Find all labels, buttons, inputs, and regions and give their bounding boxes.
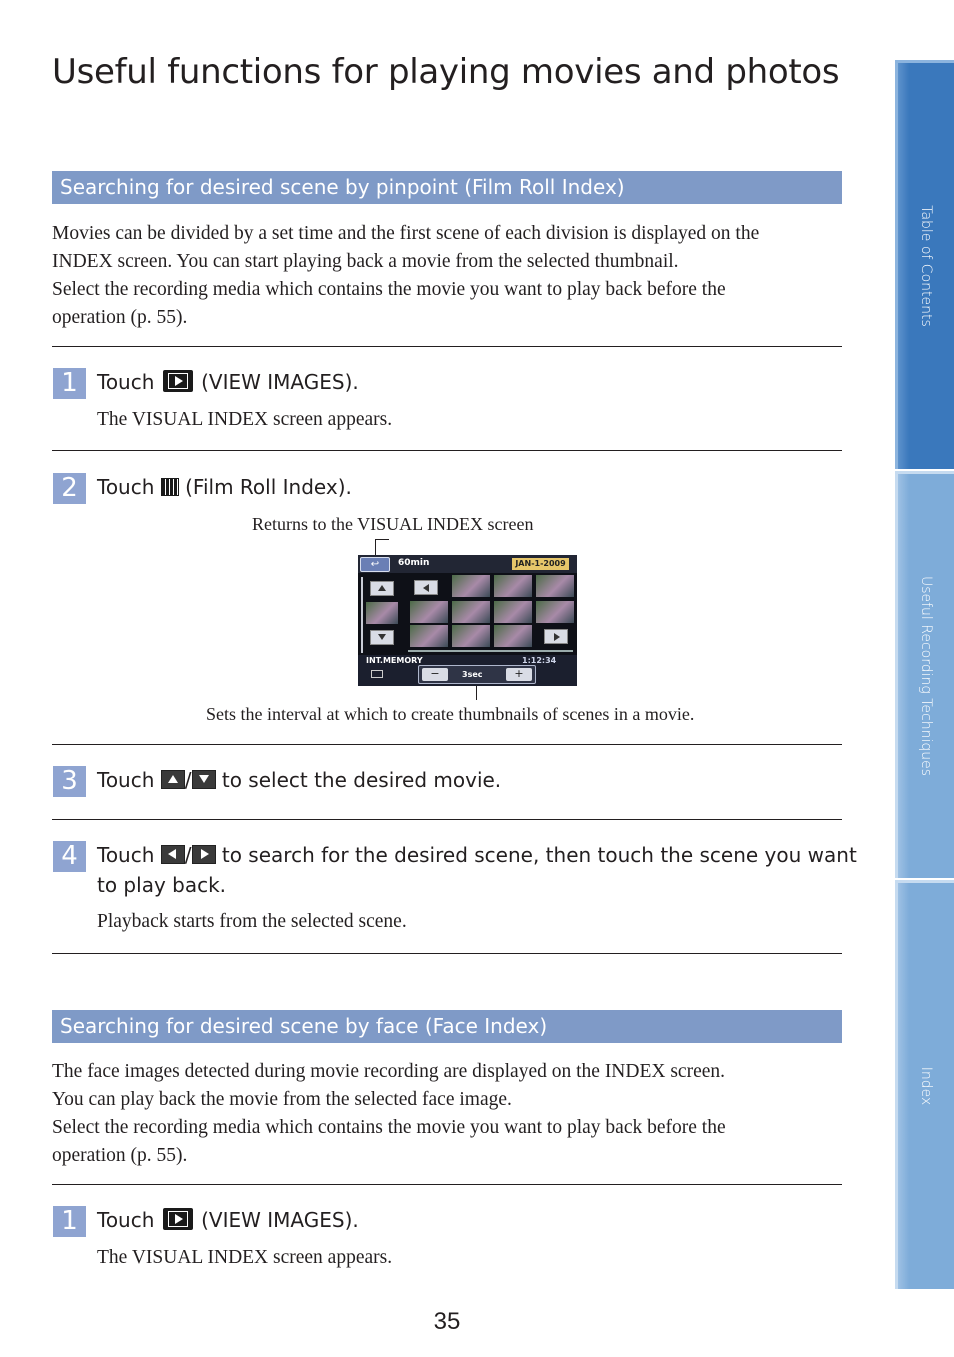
up-arrow-icon bbox=[161, 770, 185, 789]
scene-thumbnail[interactable] bbox=[452, 625, 490, 647]
interval-control bbox=[418, 665, 536, 684]
divider bbox=[52, 346, 842, 347]
intro-line: INDEX screen. You can start playing back a movie from the selected thumbnail. bbox=[52, 251, 679, 272]
step-instruction: Touch / to select the desired movie. bbox=[97, 768, 502, 792]
intro-line: Select the recording media which contains the movie you want to play back before the bbox=[52, 279, 726, 300]
scene-thumbnail[interactable] bbox=[536, 601, 574, 623]
scene-thumbnail[interactable] bbox=[410, 601, 448, 623]
step-number: 4 bbox=[53, 841, 86, 872]
scene-thumbnail[interactable] bbox=[494, 625, 532, 647]
step-action-label: (Film Roll Index). bbox=[185, 475, 352, 499]
time-code: 1:12:34 bbox=[522, 656, 557, 665]
step-instruction bbox=[97, 1205, 359, 1235]
intro-line: The face images detected during movie recording are displayed on the INDEX screen. bbox=[52, 1061, 726, 1082]
step-touch-label: Touch bbox=[97, 370, 155, 394]
section-heading-film-roll: Searching for desired scene by pinpoint (Film Roll Index) bbox=[52, 171, 842, 204]
divider bbox=[52, 1184, 842, 1185]
step-number: 2 bbox=[53, 473, 86, 504]
callout-return: Returns to the VISUAL INDEX screen bbox=[252, 514, 534, 534]
step-touch-label: Touch bbox=[97, 768, 155, 792]
timeline-bar bbox=[408, 650, 573, 652]
intro-line: operation (p. 55). bbox=[52, 307, 188, 328]
left-arrow-icon bbox=[161, 845, 185, 864]
step-note: The VISUAL INDEX screen appears. bbox=[97, 409, 393, 430]
remaining-time: 60min bbox=[398, 558, 430, 568]
scene-thumbnail[interactable] bbox=[452, 601, 490, 623]
step-note: Playback starts from the selected scene. bbox=[97, 911, 407, 932]
view-images-icon bbox=[163, 1208, 193, 1230]
down-arrow-icon bbox=[192, 770, 216, 789]
intro-line: operation (p. 55). bbox=[52, 1145, 188, 1166]
step-instruction bbox=[97, 367, 359, 397]
scene-thumbnail[interactable] bbox=[536, 575, 574, 597]
step-action-label: to search for the desired scene, then touch the scene you want bbox=[221, 843, 857, 867]
callout-leader bbox=[476, 686, 477, 700]
divider bbox=[52, 953, 842, 954]
view-images-icon bbox=[163, 370, 193, 392]
step-instruction-continued: to play back. bbox=[97, 873, 227, 897]
tab-table-of-contents[interactable] bbox=[895, 60, 954, 469]
step-instruction bbox=[97, 472, 352, 502]
scene-thumbnail[interactable] bbox=[494, 601, 532, 623]
page-title: Useful functions for playing movies and photos bbox=[52, 52, 840, 92]
scene-thumbnail[interactable] bbox=[494, 575, 532, 597]
divider bbox=[52, 744, 842, 745]
section-intro-film-roll bbox=[52, 220, 822, 332]
interval-value: 3sec bbox=[462, 670, 483, 679]
tab-label: Table of Contents bbox=[918, 205, 934, 327]
tab-label: Useful Recording Techniques bbox=[918, 575, 934, 777]
media-label: INT.MEMORY bbox=[366, 656, 423, 665]
section-intro-face-index bbox=[52, 1058, 822, 1170]
tab-index[interactable] bbox=[895, 880, 954, 1289]
step-number: 1 bbox=[53, 1206, 86, 1237]
step-touch-label: Touch bbox=[97, 843, 155, 867]
movie-thumbnail[interactable] bbox=[366, 602, 398, 624]
right-arrow-icon bbox=[192, 845, 216, 864]
step-action-label: to select the desired movie. bbox=[221, 768, 502, 792]
callout-interval: Sets the interval at which to create thumbnails of scenes in a movie. bbox=[206, 704, 695, 724]
intro-line: You can play back the movie from the selected face image. bbox=[52, 1089, 512, 1110]
interval-minus-button[interactable]: − bbox=[422, 668, 448, 681]
tab-useful-recording-techniques[interactable] bbox=[895, 471, 954, 878]
scene-thumbnail[interactable] bbox=[410, 625, 448, 647]
intro-line: Movies can be divided by a set time and the first scene of each division is displayed on the bbox=[52, 223, 760, 244]
intro-line: Select the recording media which contains the movie you want to play back before the bbox=[52, 1117, 726, 1138]
next-scene-icon[interactable] bbox=[544, 629, 568, 644]
film-roll-icon bbox=[371, 670, 383, 678]
divider bbox=[52, 450, 842, 451]
next-movie-icon[interactable] bbox=[370, 630, 394, 645]
step-touch-label: Touch bbox=[97, 1208, 155, 1232]
thumbnail-grid bbox=[406, 575, 574, 647]
callout-leader bbox=[375, 539, 376, 555]
step-instruction: Touch / to search for the desired scene, then touch the scene you want bbox=[97, 843, 857, 867]
step-number: 1 bbox=[53, 368, 86, 399]
film-roll-icon bbox=[161, 478, 179, 496]
page-number: 35 bbox=[433, 1308, 461, 1335]
step-touch-label: Touch bbox=[97, 475, 155, 499]
return-button[interactable]: ↩ bbox=[360, 557, 390, 572]
prev-scene-icon[interactable] bbox=[414, 580, 438, 595]
prev-movie-icon[interactable] bbox=[370, 581, 394, 596]
tab-label: Index bbox=[918, 1066, 934, 1106]
step-action-label: (VIEW IMAGES). bbox=[201, 1208, 359, 1232]
scroll-bar[interactable] bbox=[361, 577, 363, 653]
date-label: JAN-1-2009 bbox=[512, 558, 569, 570]
step-action-label: (VIEW IMAGES). bbox=[201, 370, 359, 394]
step-note: The VISUAL INDEX screen appears. bbox=[97, 1247, 393, 1268]
camera-screen bbox=[358, 555, 577, 686]
scene-thumbnail[interactable] bbox=[452, 575, 490, 597]
callout-leader bbox=[375, 539, 389, 540]
divider bbox=[52, 819, 842, 820]
interval-plus-button[interactable]: + bbox=[506, 668, 532, 681]
section-heading-face-index: Searching for desired scene by face (Face Index) bbox=[52, 1010, 842, 1043]
step-number: 3 bbox=[53, 766, 86, 797]
